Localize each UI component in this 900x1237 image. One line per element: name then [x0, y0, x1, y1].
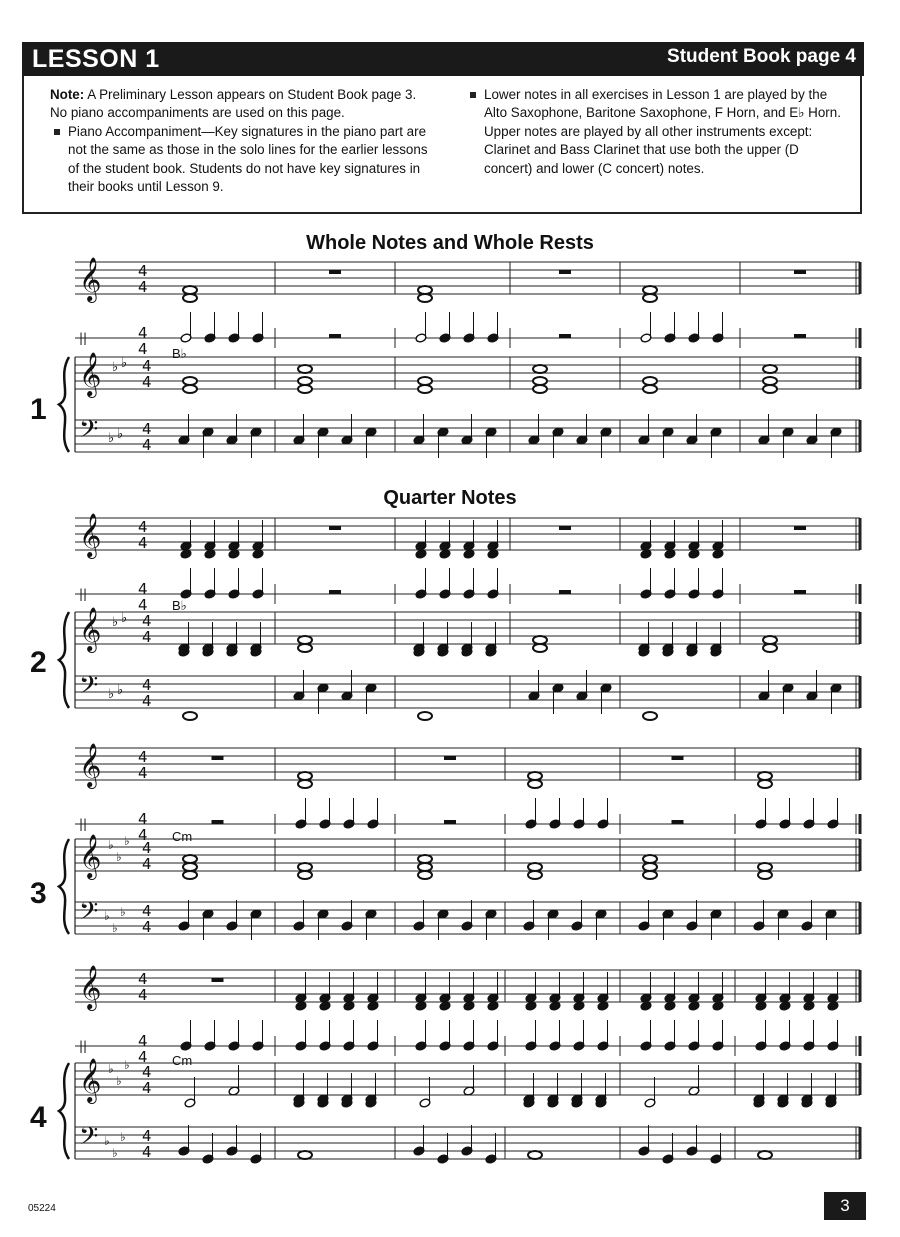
whole-note: [528, 863, 542, 871]
time-signature: 4: [142, 902, 152, 920]
treble-clef: 𝄞: [79, 352, 102, 396]
whole-note: [298, 377, 312, 385]
whole-note: [183, 385, 197, 393]
note-text: A Preliminary Lesson appears on Student Book page 3. No piano accompaniments are used on this page.: [50, 87, 417, 121]
time-signature: 4: [138, 596, 148, 614]
whole-note: [298, 863, 312, 871]
note-text: Piano Accompaniment—Key signatures in the piano part are not the same as those in the solo lines for the earlier lessons of the student book. Students do not have key signatures in their books until Lesson 9.: [68, 123, 428, 195]
treble-clef: 𝄞: [79, 513, 102, 557]
piano-brace: [59, 357, 69, 452]
whole-note: [758, 871, 772, 879]
time-signature: 4: [138, 518, 148, 536]
system-number: 4: [30, 1101, 47, 1134]
flat-sign: ♭: [121, 356, 128, 371]
flat-sign: ♭: [124, 1058, 130, 1072]
whole-note: [418, 871, 432, 879]
time-signature: 4: [138, 262, 148, 280]
whole-note: [298, 871, 312, 879]
whole-note: [528, 780, 542, 788]
whole-note: [418, 863, 432, 871]
whole-rest: [212, 820, 224, 824]
whole-note: [298, 1151, 312, 1159]
whole-note: [533, 385, 547, 393]
time-signature: 4: [142, 1063, 152, 1081]
whole-rest: [444, 756, 456, 760]
treble-clef: 𝄞: [79, 607, 102, 651]
flat-sign: ♭: [104, 1134, 110, 1148]
whole-note: [763, 636, 777, 644]
whole-note: [528, 1151, 542, 1159]
time-signature: 4: [142, 676, 152, 694]
flat-sign: ♭: [120, 905, 126, 919]
time-signature: 4: [138, 748, 148, 766]
time-signature: 4: [138, 580, 148, 598]
whole-note: [643, 712, 657, 720]
whole-note: [533, 636, 547, 644]
flat-sign: ♭: [108, 431, 115, 446]
time-signature: 4: [138, 340, 148, 358]
whole-rest: [672, 820, 684, 824]
whole-note: [643, 855, 657, 863]
flat-sign: ♭: [104, 909, 110, 923]
chord-symbol: Cm: [172, 1053, 193, 1068]
whole-note: [763, 385, 777, 393]
flat-sign: ♭: [117, 427, 124, 442]
time-signature: 4: [138, 764, 148, 782]
whole-note: [183, 855, 197, 863]
flat-sign: ♭: [124, 834, 130, 848]
percussion-clef: ||: [79, 331, 88, 345]
piano-brace: [59, 1063, 69, 1159]
bass-clef: 𝄢: [79, 1122, 99, 1157]
whole-note: [183, 286, 197, 294]
time-signature: 4: [142, 839, 152, 857]
time-signature: 4: [138, 986, 148, 1004]
whole-note: [298, 636, 312, 644]
treble-clef: 𝄞: [79, 257, 102, 301]
whole-note: [533, 377, 547, 385]
time-signature: 4: [142, 357, 152, 375]
system-number: 3: [30, 877, 47, 910]
whole-rest: [794, 334, 806, 338]
whole-rest: [794, 526, 806, 530]
flat-sign: ♭: [120, 1130, 126, 1144]
bass-clef: 𝄢: [79, 671, 99, 706]
whole-note: [763, 644, 777, 652]
time-signature: 4: [138, 970, 148, 988]
chord-symbol: B♭: [172, 346, 187, 361]
whole-rest: [559, 590, 571, 594]
time-signature: 4: [138, 324, 148, 342]
time-signature: 4: [138, 826, 148, 844]
whole-note: [298, 385, 312, 393]
whole-note: [418, 286, 432, 294]
time-signature: 4: [142, 612, 152, 630]
whole-note: [298, 644, 312, 652]
whole-note: [418, 385, 432, 393]
piano-brace: [59, 612, 69, 708]
whole-note: [183, 712, 197, 720]
whole-note: [643, 294, 657, 302]
flat-sign: ♭: [116, 1074, 122, 1088]
whole-note: [298, 780, 312, 788]
catalog-code: 05224: [28, 1203, 56, 1214]
whole-note: [758, 780, 772, 788]
section-title-whole-notes: Whole Notes and Whole Rests: [306, 232, 594, 254]
whole-note: [418, 294, 432, 302]
time-signature: 4: [142, 1079, 152, 1097]
whole-rest: [559, 526, 571, 530]
time-signature: 4: [142, 1127, 152, 1145]
whole-note: [528, 871, 542, 879]
flat-sign: ♭: [112, 615, 119, 630]
whole-note: [758, 863, 772, 871]
chord-symbol: Cm: [172, 829, 193, 844]
time-signature: 4: [138, 1032, 148, 1050]
lesson-title: LESSON 1: [32, 45, 160, 73]
flat-sign: ♭: [116, 850, 122, 864]
whole-note: [643, 385, 657, 393]
treble-clef: 𝄞: [79, 743, 102, 787]
system-number: 2: [30, 646, 47, 679]
whole-note: [643, 871, 657, 879]
percussion-clef: ||: [79, 1039, 88, 1053]
whole-rest: [559, 270, 571, 274]
whole-rest: [794, 270, 806, 274]
time-signature: 4: [142, 692, 152, 710]
flat-sign: ♭: [108, 687, 115, 702]
whole-note: [533, 644, 547, 652]
flat-sign: ♭: [108, 1062, 114, 1076]
flat-sign: ♭: [108, 838, 114, 852]
time-signature: 4: [142, 420, 152, 438]
whole-note: [763, 377, 777, 385]
whole-note: [298, 772, 312, 780]
note-label: Note:: [50, 87, 85, 102]
treble-clef: 𝄞: [79, 834, 102, 878]
whole-rest: [444, 820, 456, 824]
whole-rest: [329, 526, 341, 530]
time-signature: 4: [142, 628, 152, 646]
time-signature: 4: [142, 436, 152, 454]
whole-note: [298, 365, 312, 373]
whole-rest: [672, 756, 684, 760]
whole-note: [643, 286, 657, 294]
time-signature: 4: [138, 1048, 148, 1066]
time-signature: 4: [142, 855, 152, 873]
time-signature: 4: [138, 810, 148, 828]
percussion-clef: ||: [79, 817, 88, 831]
whole-note: [418, 855, 432, 863]
whole-note: [758, 1151, 772, 1159]
flat-sign: ♭: [112, 921, 118, 935]
whole-note: [758, 772, 772, 780]
treble-clef: 𝄞: [79, 965, 102, 1009]
whole-note: [763, 365, 777, 373]
student-book-reference: Student Book page 4: [667, 46, 856, 67]
flat-sign: ♭: [112, 1146, 118, 1160]
whole-note: [643, 863, 657, 871]
whole-note: [643, 377, 657, 385]
whole-note: [183, 377, 197, 385]
time-signature: 4: [138, 278, 148, 296]
bass-clef: 𝄢: [79, 897, 99, 932]
flat-sign: ♭: [121, 611, 128, 626]
section-title-quarter-notes: Quarter Notes: [383, 487, 517, 509]
time-signature: 4: [142, 1143, 152, 1161]
page-number: 3: [824, 1192, 866, 1220]
treble-clef: 𝄞: [79, 1058, 102, 1102]
note-text: Lower notes in all exercises in Lesson 1 are played by the Alto Saxophone, Baritone Saxophone, F Horn, and E♭ Horn. Upper notes are played by all other instruments except: Clarinet and Bass Clarinet that use both the upper (D concert) and lower (C concert) notes.: [484, 87, 841, 176]
whole-note: [183, 863, 197, 871]
system-number: 1: [30, 393, 47, 426]
whole-note: [183, 871, 197, 879]
time-signature: 4: [142, 918, 152, 936]
chord-symbol: B♭: [172, 598, 187, 613]
whole-rest: [329, 270, 341, 274]
flat-sign: ♭: [117, 683, 124, 698]
percussion-clef: ||: [79, 587, 88, 601]
whole-rest: [329, 334, 341, 338]
whole-rest: [559, 334, 571, 338]
whole-note: [533, 365, 547, 373]
whole-note: [528, 772, 542, 780]
whole-rest: [329, 590, 341, 594]
time-signature: 4: [138, 534, 148, 552]
whole-rest: [794, 590, 806, 594]
whole-note: [418, 712, 432, 720]
piano-brace: [59, 839, 69, 934]
time-signature: 4: [142, 373, 152, 391]
flat-sign: ♭: [112, 360, 119, 375]
whole-note: [183, 294, 197, 302]
bass-clef: 𝄢: [79, 415, 99, 450]
whole-note: [418, 377, 432, 385]
whole-rest: [212, 978, 224, 982]
whole-rest: [212, 756, 224, 760]
